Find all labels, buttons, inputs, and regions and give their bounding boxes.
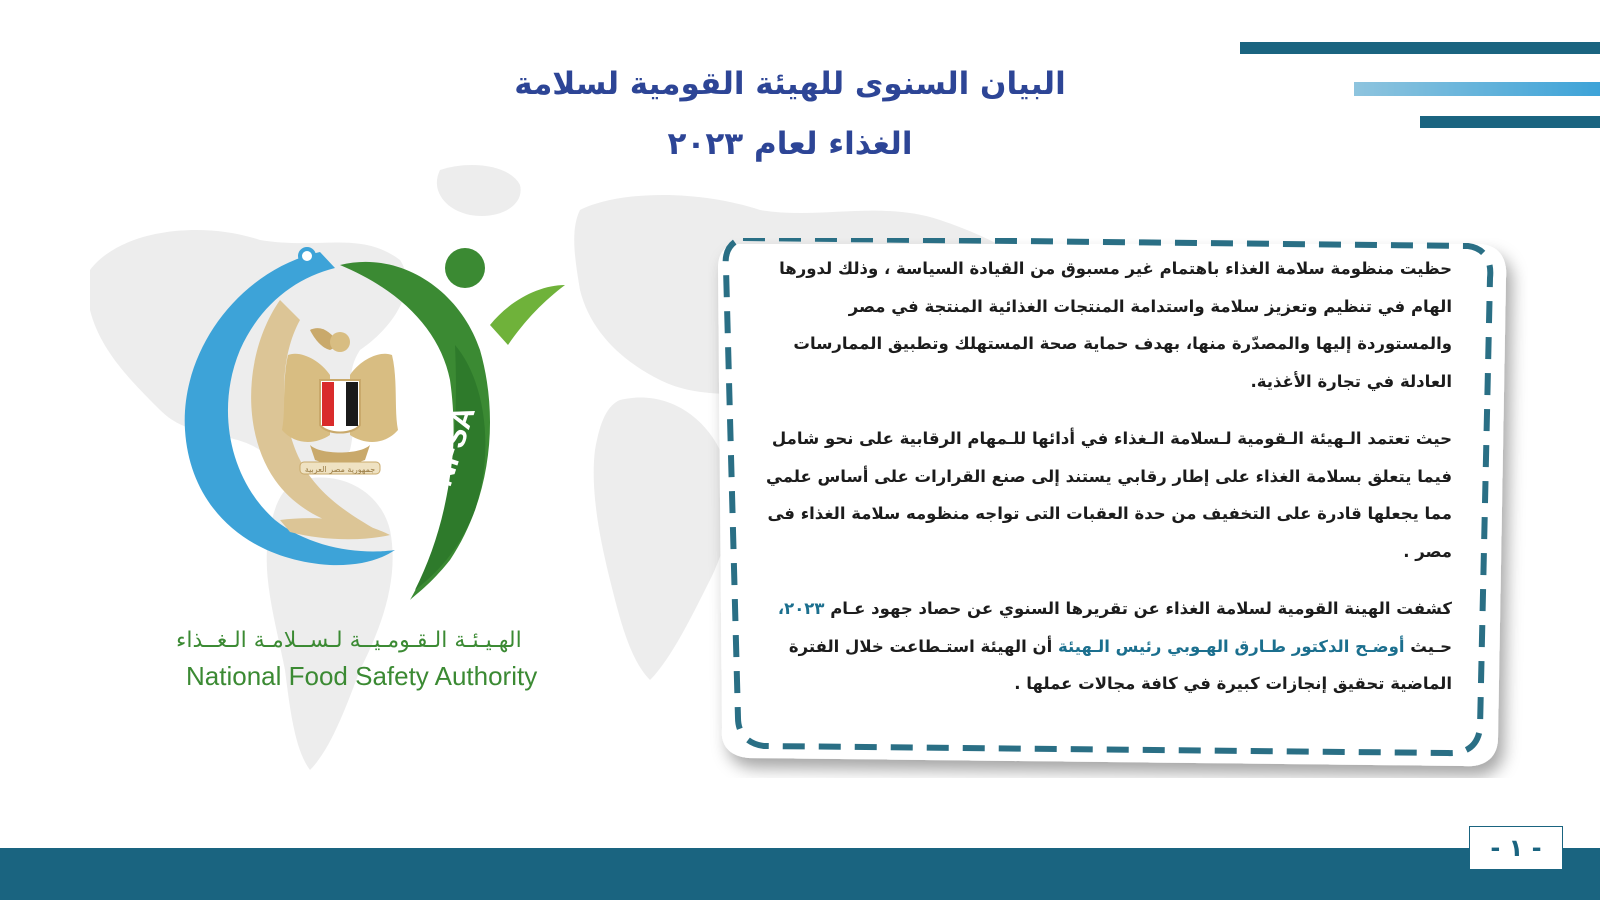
paragraph-1: حظيت منظومة سلامة الغذاء باهتمام غير مسبوق من القيادة السياسة ، وذلك لدورها الهام في تنظيم وتعزيز سلامة واستدامة المنتجات الغذائية المنتجة في مصر والمستوردة إليها والمصدّرة منها، بهدف حماية صحة المستهلك وتطبيق الممارسات العادلة في تجارة الأغذية.: [779, 259, 1452, 391]
paragraph-3-connector: حـيث: [1410, 636, 1452, 656]
header-stripe-bottom: [1420, 116, 1600, 128]
page-title-line2: الغذاء لعام ٢٠٢٣: [667, 126, 913, 162]
paragraph-3-end: أن الهيئة استـطاعت خلال الفترة الماضية تحقيق إنجازات كبيرة في كافة مجالات عملها .: [788, 636, 1452, 693]
header-stripe-top: [1240, 42, 1600, 54]
header-stripe-middle: [1354, 82, 1600, 96]
paragraph-3: [760, 590, 1452, 703]
paragraph-2: حيث تعتمد الـهيئة الـقومية لـسلامة الـغذاء في أدائها للـمهام الرقابية على نحو شامل فيما يتعلق بسلامة الغذاء على إطار رقابي يستند إلى صنع القرارات على أساس علمي مما يجعلها قادرة على التخفيف من حدة العقبات التى تواجه منظومه سلامة الغذاء فى مصر .: [766, 429, 1452, 561]
paragraph-3-highlight: أوضـح الدكتور طـارق الهـوبي رئيس الـهيئة: [1057, 636, 1405, 656]
page-title-line1: البيان السنوى للهيئة القومية لسلامة: [514, 66, 1066, 102]
paragraph-3-year: ٢٠٢٣،: [777, 599, 825, 618]
card-body: [760, 250, 1452, 703]
paragraph-3-start: كشفت الهينة القومية لسلامة الغذاء عن تقريرها السنوي عن حصاد جهود عـام: [830, 599, 1452, 618]
footer-bar: [0, 848, 1600, 900]
emblem-ribbon-text: جمهورية مصر العربية: [304, 465, 376, 474]
logo-arabic-name: الهـيـئـة الـقـومـيــة لـســلامـة الـغــذاء: [176, 628, 522, 653]
page-number: - ١ -: [1469, 826, 1563, 870]
nfsa-badge-text: NFSA: [425, 402, 482, 491]
egypt-eagle-emblem-icon: [282, 328, 398, 474]
nfsa-logo: [160, 230, 600, 630]
logo-english-name: National Food Safety Authority: [186, 661, 538, 691]
